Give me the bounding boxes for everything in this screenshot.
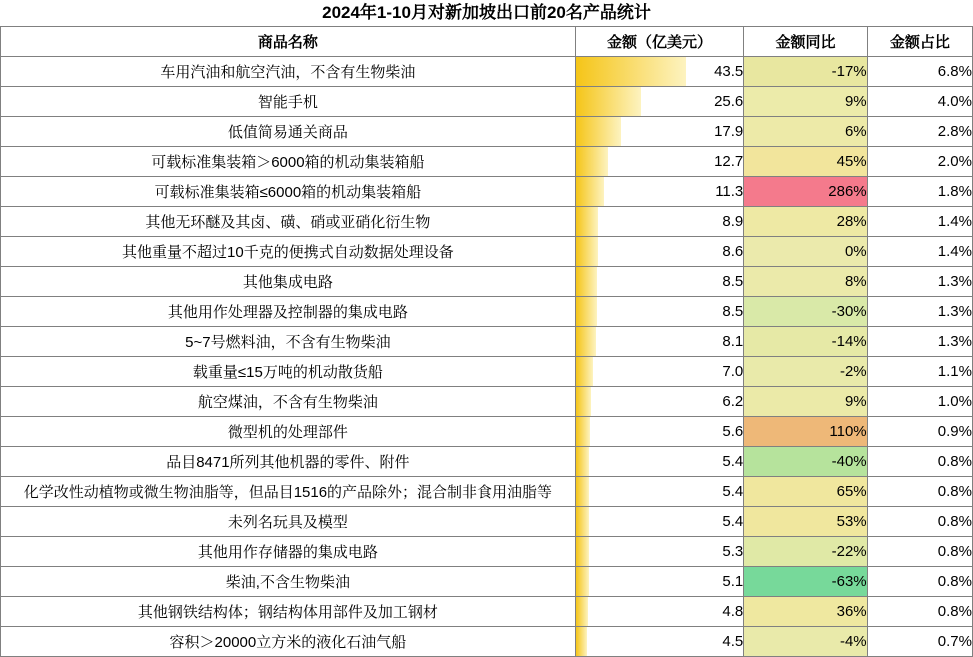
amount-value: 4.8 [722,603,744,620]
amount-bar [576,177,605,206]
amount-value: 6.2 [722,393,744,410]
share-cell: 6.8% [867,57,972,87]
yoy-cell: -30% [744,297,867,327]
yoy-cell: -4% [744,627,867,657]
amount-cell [575,297,744,327]
amount-cell [575,417,744,447]
export-statistics-table [0,26,973,657]
table-row [1,597,973,627]
amount-bar [576,267,597,296]
share-cell: 0.9% [867,417,972,447]
column-header-amount: 金额（亿美元） [575,27,744,57]
amount-value: 5.4 [722,513,744,530]
amount-bar [576,207,599,236]
share-cell: 2.8% [867,117,972,147]
amount-cell [575,477,744,507]
table-row [1,327,973,357]
table-row [1,477,973,507]
amount-value: 8.1 [722,333,744,350]
table-body [1,57,973,657]
share-cell: 4.0% [867,87,972,117]
product-name-cell: 其他重量不超过10千克的便携式自动数据处理设备 [1,237,576,267]
yoy-cell: 9% [744,387,867,417]
amount-cell [575,327,744,357]
amount-bar [576,327,596,356]
amount-cell [575,447,744,477]
product-name-cell: 未列名玩具及模型 [1,507,576,537]
share-cell: 0.8% [867,477,972,507]
product-name-cell: 容积＞20000立方米的液化石油气船 [1,627,576,657]
amount-bar [576,387,592,416]
column-header-name: 商品名称 [1,27,576,57]
yoy-cell: 36% [744,597,867,627]
amount-bar [576,447,590,476]
share-cell: 0.7% [867,627,972,657]
yoy-cell: -22% [744,537,867,567]
amount-bar [576,597,588,626]
table-row [1,117,973,147]
share-cell: 0.8% [867,447,972,477]
amount-cell [575,57,744,87]
amount-value: 5.4 [722,483,744,500]
share-cell: 0.8% [867,507,972,537]
share-cell: 1.3% [867,327,972,357]
product-name-cell: 其他钢铁结构体；钢结构体用部件及加工钢材 [1,597,576,627]
amount-bar [576,627,587,656]
amount-value: 43.5 [714,63,744,80]
share-cell: 1.4% [867,207,972,237]
amount-cell [575,567,744,597]
yoy-cell: 286% [744,177,867,207]
table-row [1,237,973,267]
share-cell: 2.0% [867,147,972,177]
amount-bar [576,297,597,326]
amount-value: 5.3 [722,543,744,560]
table-row [1,357,973,387]
amount-cell [575,87,744,117]
amount-value: 11.3 [715,183,744,200]
yoy-cell: 8% [744,267,867,297]
amount-value: 5.1 [722,573,744,590]
amount-bar [576,507,590,536]
product-name-cell: 可载标准集装箱≤6000箱的机动集装箱船 [1,177,576,207]
yoy-cell: 6% [744,117,867,147]
yoy-cell: -17% [744,57,867,87]
amount-cell [575,207,744,237]
amount-value: 8.6 [722,243,744,260]
table-row [1,417,973,447]
product-name-cell: 微型机的处理部件 [1,417,576,447]
yoy-cell: 110% [744,417,867,447]
table-header [1,27,973,57]
column-header-yoy: 金额同比 [744,27,867,57]
header-row [1,27,973,57]
amount-value: 17.9 [714,123,744,140]
table-row [1,297,973,327]
table-row [1,387,973,417]
yoy-cell: 53% [744,507,867,537]
table-row [1,537,973,567]
amount-bar [576,117,621,146]
table-row [1,627,973,657]
product-name-cell: 载重量≤15万吨的机动散货船 [1,357,576,387]
share-cell: 1.8% [867,177,972,207]
amount-cell [575,387,744,417]
product-name-cell: 其他无环醚及其卤、磺、硝或亚硝化衍生物 [1,207,576,237]
amount-cell [575,117,744,147]
amount-bar [576,57,686,86]
amount-bar [576,537,589,566]
amount-cell [575,237,744,267]
column-header-share: 金额占比 [867,27,972,57]
yoy-cell: 28% [744,207,867,237]
product-name-cell: 车用汽油和航空汽油，不含有生物柴油 [1,57,576,87]
share-cell: 0.8% [867,567,972,597]
product-name-cell: 航空煤油，不含有生物柴油 [1,387,576,417]
amount-value: 7.0 [722,363,744,380]
amount-cell [575,597,744,627]
product-name-cell: 其他用作存储器的集成电路 [1,537,576,567]
product-name-cell: 可载标准集装箱＞6000箱的机动集装箱船 [1,147,576,177]
product-name-cell: 柴油,不含生物柴油 [1,567,576,597]
amount-value: 8.5 [722,273,744,290]
product-name-cell: 其他用作处理器及控制器的集成电路 [1,297,576,327]
amount-cell [575,177,744,207]
table-row [1,207,973,237]
amount-bar [576,147,608,176]
share-cell: 1.1% [867,357,972,387]
product-name-cell: 智能手机 [1,87,576,117]
product-name-cell: 化学改性动植物或微生物油脂等，但品目1516的产品除外；混合制非食用油脂等 [1,477,576,507]
amount-bar [576,477,590,506]
table-row [1,267,973,297]
share-cell: 1.4% [867,237,972,267]
share-cell: 1.0% [867,387,972,417]
amount-cell [575,267,744,297]
yoy-cell: -14% [744,327,867,357]
table-row [1,177,973,207]
amount-bar [576,357,594,386]
page-title: 2024年1-10月对新加坡出口前20名产品统计 [322,3,651,22]
table-row [1,87,973,117]
yoy-cell: 9% [744,87,867,117]
yoy-cell: 45% [744,147,867,177]
amount-value: 5.6 [722,423,744,440]
amount-cell [575,147,744,177]
product-name-cell: 其他集成电路 [1,267,576,297]
amount-value: 12.7 [714,153,744,170]
amount-value: 4.5 [722,633,744,650]
amount-cell [575,507,744,537]
product-name-cell: 5~7号燃料油，不含有生物柴油 [1,327,576,357]
product-name-cell: 低值简易通关商品 [1,117,576,147]
share-cell: 0.8% [867,597,972,627]
table-row [1,447,973,477]
amount-value: 8.5 [722,303,744,320]
amount-bar [576,417,590,446]
amount-cell [575,537,744,567]
amount-value: 25.6 [714,93,744,110]
product-name-cell: 品目8471所列其他机器的零件、附件 [1,447,576,477]
yoy-cell: -2% [744,357,867,387]
amount-cell [575,627,744,657]
yoy-cell: 0% [744,237,867,267]
amount-bar [576,237,598,266]
yoy-cell: -40% [744,447,867,477]
amount-value: 8.9 [722,213,744,230]
table-row [1,147,973,177]
share-cell: 1.3% [867,267,972,297]
yoy-cell: -63% [744,567,867,597]
table-row [1,507,973,537]
amount-bar [576,567,589,596]
share-cell: 1.3% [867,297,972,327]
yoy-cell: 65% [744,477,867,507]
amount-bar [576,87,641,116]
amount-cell [575,357,744,387]
table-row [1,57,973,87]
table-row [1,567,973,597]
amount-value: 5.4 [722,453,744,470]
share-cell: 0.8% [867,537,972,567]
